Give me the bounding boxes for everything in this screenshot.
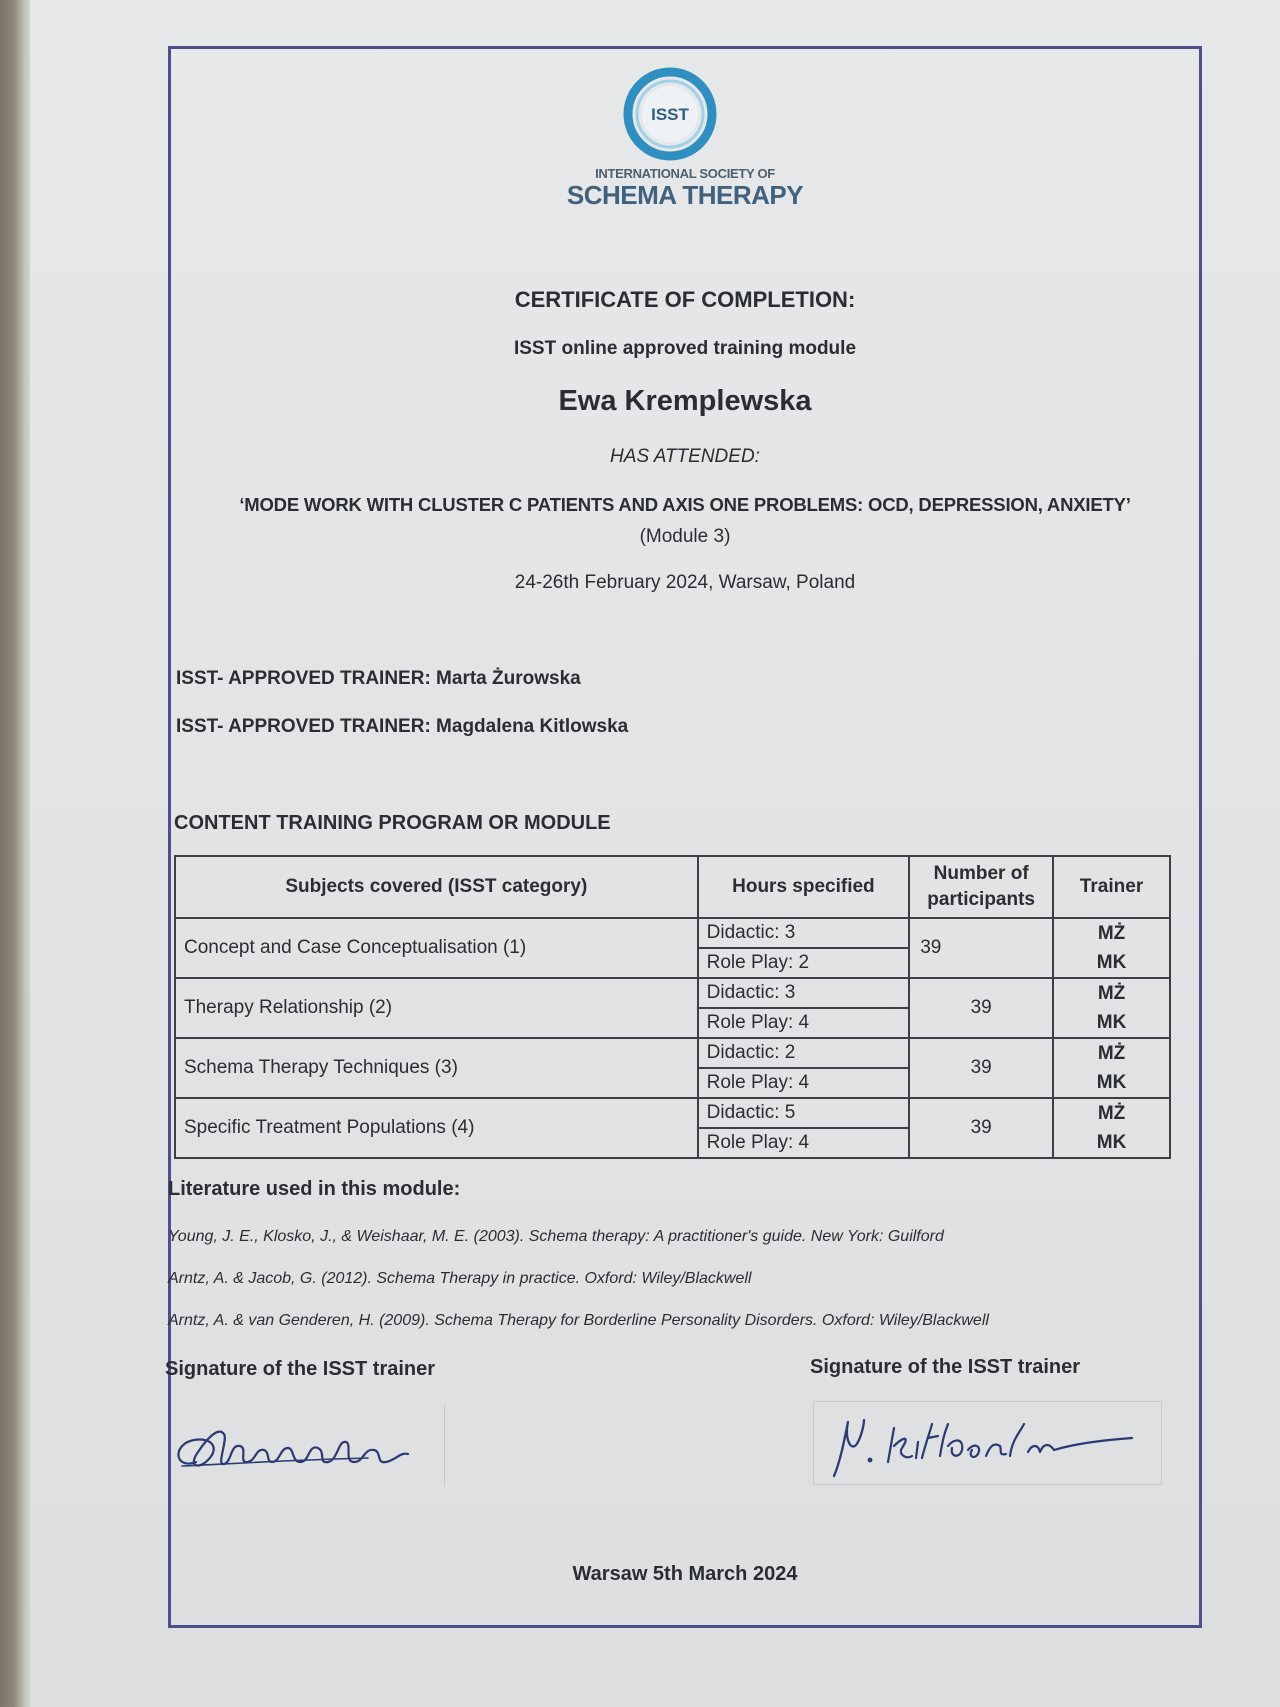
header-participants-line1: Number of <box>933 863 1029 884</box>
trainer-initials-1: MŻ <box>1097 923 1126 944</box>
table-header-row <box>175 856 1170 918</box>
table-row <box>175 978 1170 1008</box>
header-participants <box>909 856 1053 918</box>
certificate-subtitle: ISST online approved training module <box>513 338 857 359</box>
trainer-cell <box>1053 1038 1170 1098</box>
table-row <box>175 1098 1170 1128</box>
didactic-hours: Didactic: 3 <box>698 978 910 1008</box>
certificate-border <box>168 46 1202 1628</box>
literature-reference-2: Arntz, A. & Jacob, G. (2012). Schema Therapy in practice. Oxford: Wiley/Blackwell <box>168 1270 752 1287</box>
didactic-hours: Didactic: 3 <box>698 918 910 948</box>
trainer-initials-1: MŻ <box>1097 1103 1126 1124</box>
trainer-initials-2: MK <box>1096 1072 1127 1093</box>
subject-cell: Specific Treatment Populations (4) <box>175 1098 698 1158</box>
literature-reference-1: Young, J. E., Klosko, J., & Weishaar, M. E. (2003). Schema therapy: A practitioner's guide. New York: Guilford <box>168 1228 944 1245</box>
participants-cell: 39 <box>909 1098 1053 1158</box>
org-name-small: INTERNATIONAL SOCIETY OF <box>595 166 775 181</box>
signature-label-right: Signature of the ISST trainer <box>810 1356 1081 1378</box>
header-trainer: Trainer <box>1053 856 1170 918</box>
trainer-initials-1: MŻ <box>1097 983 1126 1004</box>
content-table <box>174 855 1171 1159</box>
trainer-initials-2: MK <box>1096 1012 1127 1033</box>
role-play-hours: Role Play: 4 <box>698 1128 910 1158</box>
literature-reference-3: Arntz, A. & van Genderen, H. (2009). Schema Therapy for Borderline Personality Disorders. Oxford: Wiley/Blackwell <box>168 1312 989 1329</box>
literature-title: Literature used in this module: <box>168 1178 461 1200</box>
trainer-cell <box>1053 1098 1170 1158</box>
course-dates: 24-26th February 2024, Warsaw, Poland <box>514 572 856 593</box>
module-label: (Module 3) <box>639 526 731 547</box>
role-play-hours: Role Play: 4 <box>698 1008 910 1038</box>
participants-cell: 39 <box>909 918 1053 978</box>
signature-box-right <box>813 1401 1162 1485</box>
org-name-large: SCHEMA THERAPY <box>566 180 804 210</box>
svg-text:ISST: ISST <box>651 105 689 124</box>
trainer-cell <box>1053 918 1170 978</box>
trainer-initials-1: MŻ <box>1097 1043 1126 1064</box>
trainer-cell <box>1053 978 1170 1038</box>
subject-cell: Schema Therapy Techniques (3) <box>175 1038 698 1098</box>
certificate-title: CERTIFICATE OF COMPLETION: <box>514 287 856 312</box>
signature-left <box>168 1404 444 1486</box>
role-play-hours: Role Play: 4 <box>698 1068 910 1098</box>
table-row <box>175 918 1170 948</box>
recipient-name: Ewa Kremplewska <box>558 385 812 417</box>
subject-cell: Therapy Relationship (2) <box>175 978 698 1038</box>
participants-cell: 39 <box>909 1038 1053 1098</box>
header-hours: Hours specified <box>698 856 910 918</box>
didactic-hours: Didactic: 2 <box>698 1038 910 1068</box>
program-section-title: CONTENT TRAINING PROGRAM OR MODULE <box>174 812 611 834</box>
place-and-date: Warsaw 5th March 2024 <box>572 1563 798 1585</box>
trainer-line-1: ISST- APPROVED TRAINER: Marta Żurowska <box>176 668 581 689</box>
table-row <box>175 1038 1170 1068</box>
subject-cell: Concept and Case Conceptualisation (1) <box>175 918 698 978</box>
course-title: ‘MODE WORK WITH CLUSTER C PATIENTS AND AXIS ONE PROBLEMS: OCD, DEPRESSION, ANXIETY’ <box>239 494 1131 515</box>
header-subjects: Subjects covered (ISST category) <box>175 856 698 918</box>
signature-box-left <box>168 1404 445 1486</box>
header-participants-line2: participants <box>927 889 1035 910</box>
participants-cell: 39 <box>909 978 1053 1038</box>
signature-right <box>814 1402 1161 1484</box>
didactic-hours: Didactic: 5 <box>698 1098 910 1128</box>
role-play-hours: Role Play: 2 <box>698 948 910 978</box>
attended-label: HAS ATTENDED: <box>610 446 760 467</box>
signature-label-left: Signature of the ISST trainer <box>165 1358 436 1380</box>
trainer-initials-2: MK <box>1096 952 1127 973</box>
trainer-initials-2: MK <box>1096 1132 1127 1153</box>
trainer-line-2: ISST- APPROVED TRAINER: Magdalena Kitlowska <box>176 716 629 737</box>
isst-logo <box>620 66 720 166</box>
